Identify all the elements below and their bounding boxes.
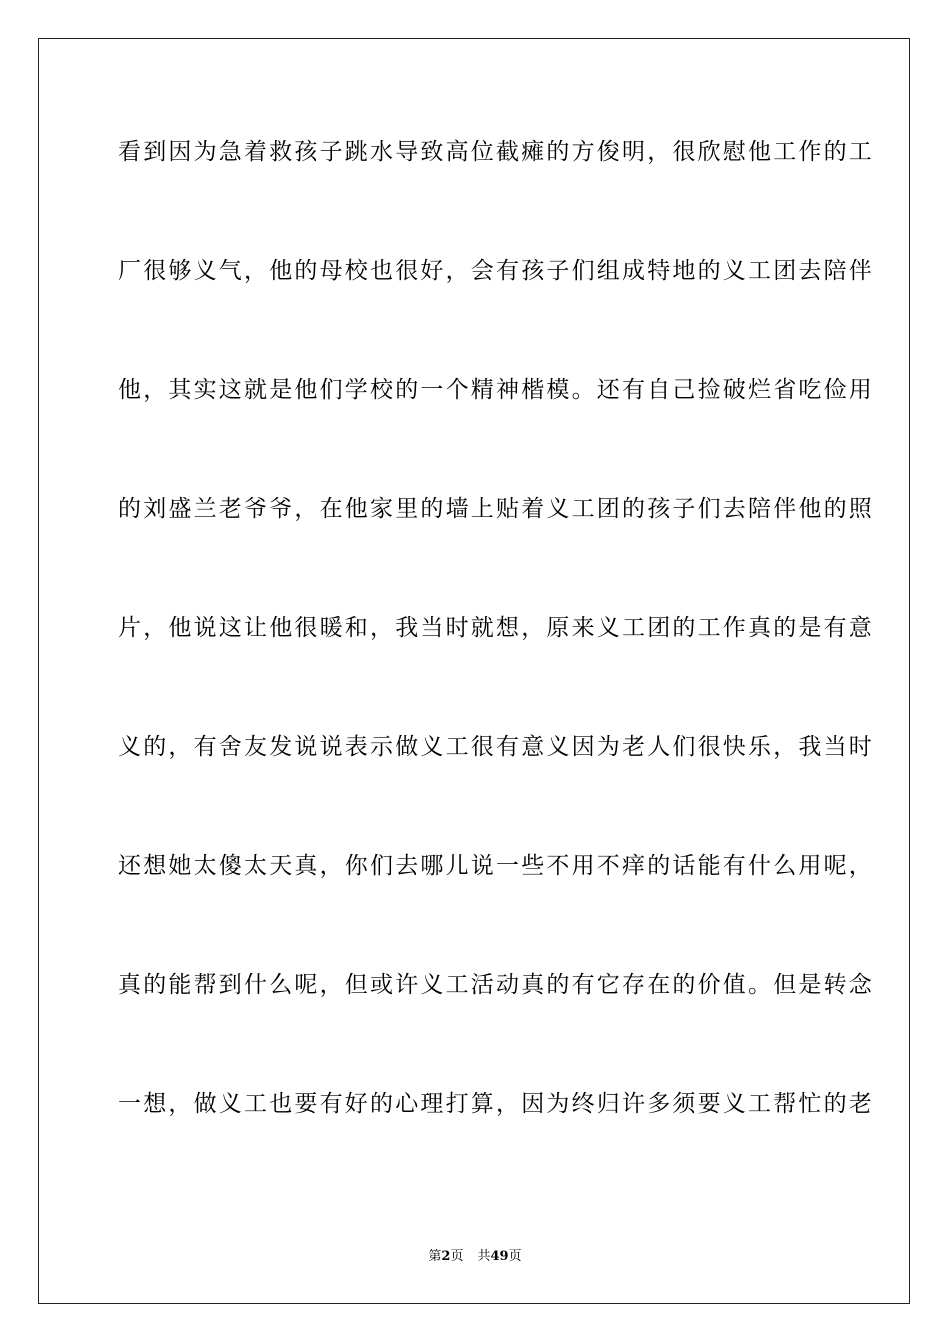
text-line-9: 一想，做义工也要有好的心理打算，因为终归许多须要义工帮忙的老 xyxy=(118,1091,874,1117)
document-body xyxy=(118,124,874,1132)
total-prefix: 共 xyxy=(477,1249,491,1264)
text-line-3: 他，其实这就是他们学校的一个精神楷模。还有自己捡破烂省吃俭用 xyxy=(118,377,874,403)
total-pages: 49 xyxy=(490,1249,509,1264)
text-line-7: 还想她太傻太天真，你们去哪儿说一些不用不痒的话能有什么用呢， xyxy=(118,853,874,879)
text-line-4: 的刘盛兰老爷爷，在他家里的墙上贴着义工团的孩子们去陪伴他的照 xyxy=(118,496,874,522)
total-suffix: 页 xyxy=(508,1249,522,1264)
page-prefix: 第 xyxy=(428,1249,442,1264)
page-suffix: 页 xyxy=(450,1249,464,1264)
text-line-6: 义的，有舍友发说说表示做义工很有意义因为老人们很快乐，我当时 xyxy=(118,734,874,760)
text-line-8: 真的能帮到什么呢，但或许义工活动真的有它存在的价值。但是转念 xyxy=(118,972,874,998)
page-number: 2 xyxy=(441,1249,451,1264)
text-line-5: 片，他说这让他很暖和，我当时就想，原来义工团的工作真的是有意 xyxy=(118,615,874,641)
text-line-2: 厂很够义气，他的母校也很好，会有孩子们组成特地的义工团去陪伴 xyxy=(118,258,874,284)
page-footer xyxy=(0,1247,950,1267)
text-line-1: 看到因为急着救孩子跳水导致高位截瘫的方俊明，很欣慰他工作的工 xyxy=(118,139,874,165)
